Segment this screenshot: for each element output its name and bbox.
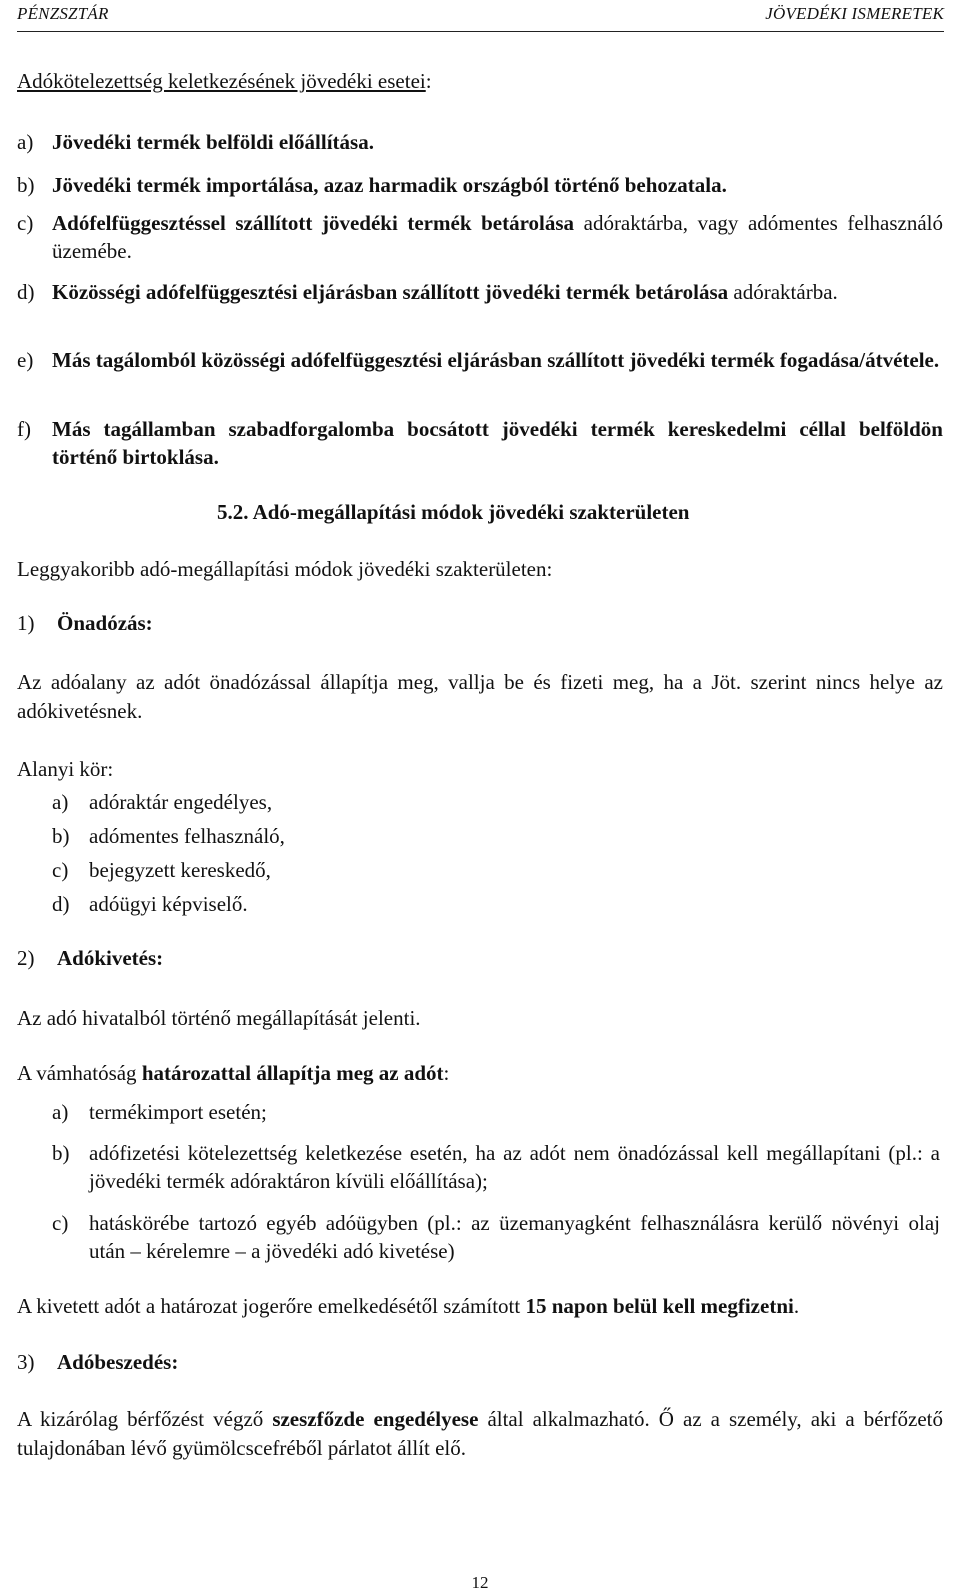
- case-normal: adóraktárba.: [728, 280, 838, 304]
- header-left: PÉNZSZTÁR: [17, 4, 109, 23]
- subject-text: adóügyi képviselő.: [89, 892, 248, 916]
- method3-bold: szeszfőzde engedélyese: [272, 1407, 479, 1431]
- authority-bold: határozattal állapítja meg az adót: [141, 1061, 444, 1085]
- method2-title: Adókivetés:: [57, 946, 164, 970]
- case-label: f): [17, 417, 31, 441]
- subject-label: a): [52, 790, 69, 814]
- method1-title: Önadózás:: [57, 611, 153, 635]
- method2-heading: [17, 946, 163, 971]
- case-bold: Más tagálomból közösségi adófelfüggesztési eljárásban szállított jövedéki termék fogadása/átvétele.: [52, 348, 940, 372]
- method3-part2: által alkalmazható. Ő az a személy, aki a bérfőzető tulajdonában lévő gyümölcscefréből párlatot állít elő.: [17, 1407, 943, 1460]
- authority-item: [52, 1209, 940, 1265]
- authority-item-text: adófizetési kötelezettség keletkezése esetén, ha az adót nem önadózással kell megállapítani (pl.: a jövedéki termék adóraktáron kívüli előállítása);: [89, 1141, 940, 1193]
- case-label: b): [17, 173, 35, 197]
- header-rule: [17, 31, 944, 32]
- subject-item: [52, 890, 940, 918]
- method3-part1: A kizárólag bérfőzést végző: [17, 1407, 273, 1431]
- method1-number: 1): [17, 611, 35, 635]
- authority-item: [52, 1098, 940, 1126]
- authority-item: [52, 1139, 940, 1195]
- page-number: 12: [471, 1573, 489, 1592]
- page-header: [0, 0, 960, 34]
- subject-item: [52, 856, 940, 884]
- case-bold: Közösségi adófelfüggesztési eljárásban szállított jövedéki termék betárolása: [52, 280, 729, 304]
- subject-item: [52, 822, 940, 850]
- case-e: [17, 346, 943, 374]
- method3-title: Adóbeszedés:: [57, 1350, 179, 1374]
- section-heading: 5.2. Adó-megállapítási módok jövedéki szakterületen: [217, 500, 690, 524]
- authority-item-text: hatáskörébe tartozó egyéb adóügyben (pl.: az üzemanyagként felhasználásra kerülő növényi olaj után – kérelemre – a jövedéki adó kivetése): [89, 1211, 940, 1263]
- header-right: JÖVEDÉKI ISMERETEK: [765, 4, 944, 23]
- subject-text: adómentes felhasználó,: [89, 824, 285, 848]
- method3-number: 3): [17, 1350, 35, 1374]
- intro-title: Adókötelezettség keletkezésének jövedéki esetei: [17, 69, 426, 93]
- authority-item-text: termékimport esetén;: [89, 1100, 267, 1124]
- case-label: a): [17, 130, 34, 154]
- authority-line: [17, 1059, 943, 1088]
- subjects-title: Alanyi kör:: [17, 757, 114, 781]
- case-bold: Más tagállamban szabadforgalomba bocsátott jövedéki termék kereskedelmi céllal belföldön történő birtoklása.: [52, 417, 943, 469]
- method2-text: Az adó hivatalból történő megállapítását jelenti.: [17, 1006, 421, 1030]
- case-c: [17, 209, 943, 265]
- case-bold: Jövedéki termék belföldi előállítása.: [52, 130, 374, 154]
- case-bold: Adófelfüggesztéssel szállított jövedéki termék betárolása: [52, 211, 575, 235]
- case-b: [17, 171, 943, 199]
- subject-label: b): [52, 824, 70, 848]
- subject-label: d): [52, 892, 70, 916]
- method3-heading: [17, 1350, 178, 1375]
- intro-colon: :: [425, 69, 432, 93]
- subject-item: [52, 788, 940, 816]
- authority-item-label: b): [52, 1141, 70, 1165]
- payment-line: [17, 1292, 943, 1321]
- authority-post: :: [443, 1061, 450, 1085]
- case-a: [17, 128, 943, 156]
- subject-label: c): [52, 858, 69, 882]
- authority-item-label: c): [52, 1211, 69, 1235]
- case-label: c): [17, 211, 34, 235]
- authority-pre: A vámhatóság: [17, 1061, 142, 1085]
- case-d: [17, 278, 943, 306]
- payment-bold: 15 napon belül kell megfizetni: [525, 1294, 794, 1318]
- method3-text: [17, 1405, 943, 1463]
- method2-number: 2): [17, 946, 35, 970]
- subject-text: bejegyzett kereskedő,: [89, 858, 271, 882]
- method1-heading: [17, 611, 153, 636]
- case-bold: Jövedéki termék importálása, azaz harmadik országból történő behozatala.: [52, 173, 727, 197]
- subject-text: adóraktár engedélyes,: [89, 790, 273, 814]
- case-label: d): [17, 280, 35, 304]
- intro-line: [17, 67, 943, 96]
- method1-text: Az adóalany az adót önadózással állapítja meg, vallja be és fizeti meg, ha a Jöt. szerint nincs helye az adókivetésnek.: [17, 670, 943, 723]
- payment-post: .: [793, 1294, 800, 1318]
- section-intro: Leggyakoribb adó-megállapítási módok jövedéki szakterületen:: [17, 557, 553, 581]
- case-label: e): [17, 348, 34, 372]
- authority-item-label: a): [52, 1100, 69, 1124]
- case-f: [17, 415, 943, 471]
- payment-pre: A kivetett adót a határozat jogerőre emelkedésétől számított: [17, 1294, 526, 1318]
- case-normal: adóraktárba, vagy adómentes felhasználó üzemébe.: [52, 211, 943, 263]
